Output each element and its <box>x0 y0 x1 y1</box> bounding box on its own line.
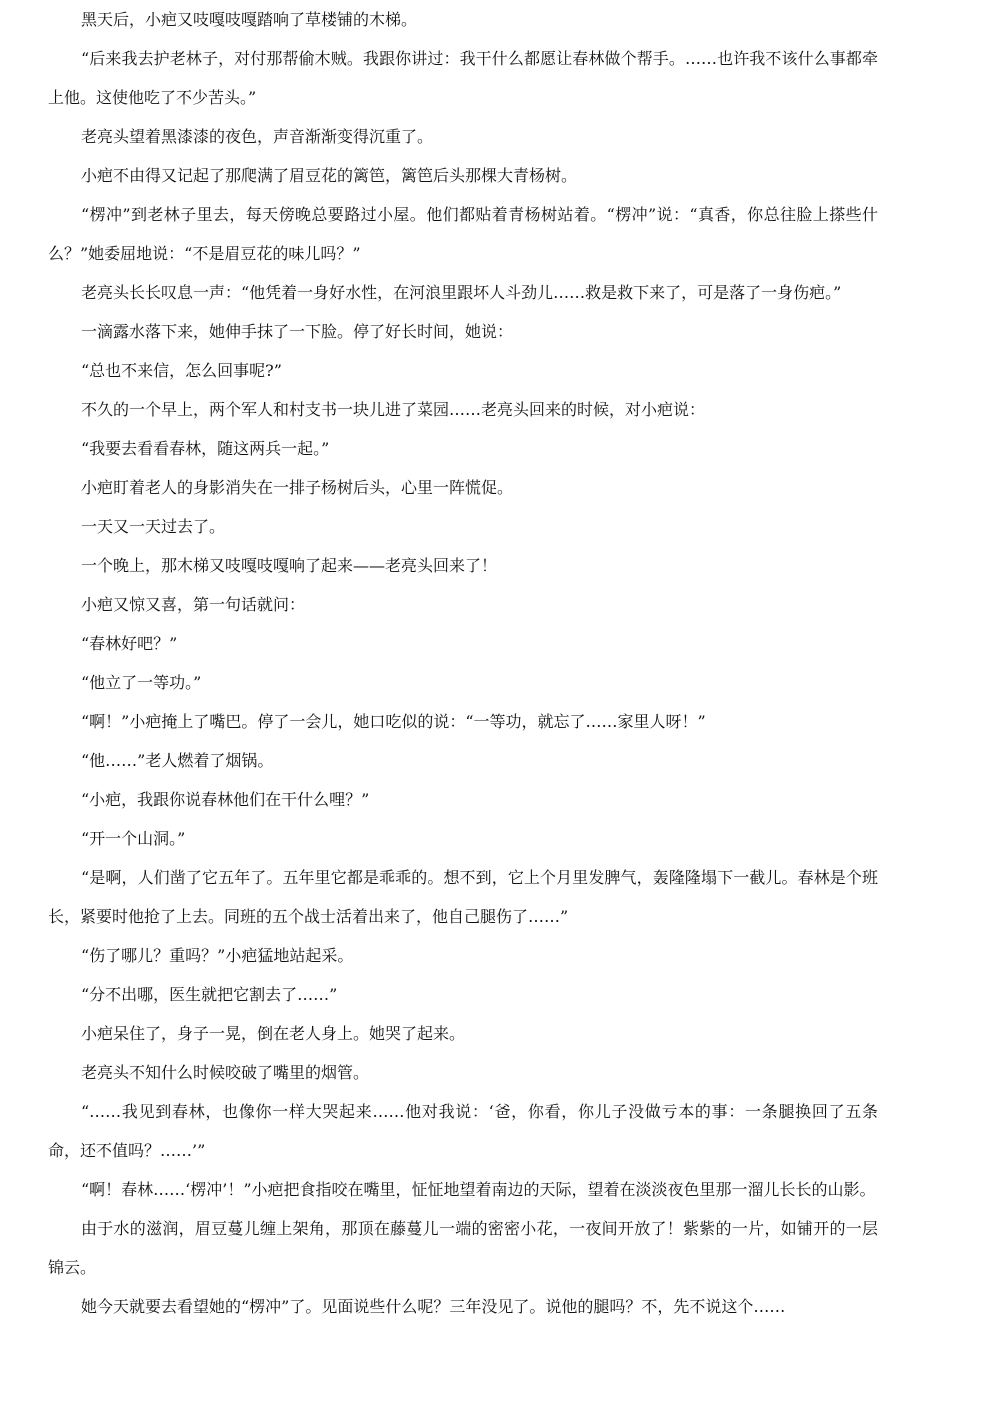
paragraph: 老亮头长长叹息一声：“他凭着一身好水性，在河浪里跟坏人斗劲儿……救是救下来了，可是落了一身伤疤。” <box>81 283 842 302</box>
paragraph: “他立了一等功。” <box>81 673 202 692</box>
paragraph: “是啊，人们凿了它五年了。五年里它都是乖乖的。想不到，它上个月里发脾气，轰隆隆塌下一截儿。春林是个班长，紧要时他抢了上去。同班的五个战士活着出来了，他自己腿伤了……” <box>48 868 878 926</box>
paragraph: “啊！”小疤掩上了嘴巴。停了一会儿，她口吃似的说：“一等功，就忘了……家里人呀！” <box>81 712 706 731</box>
paragraph: “开一个山洞。” <box>81 829 186 848</box>
paragraph: 一个晚上，那木梯又吱嘎吱嘎响了起来——老亮头回来了！ <box>81 556 498 575</box>
paragraph: “小疤，我跟你说春林他们在干什么哩？” <box>81 790 370 809</box>
paragraph: 小疤不由得又记起了那爬满了眉豆花的篱笆，篱笆后头那棵大青杨树。 <box>81 166 578 185</box>
paragraph: 不久的一个早上，两个军人和村支书一块儿进了菜园……老亮头回来的时候，对小疤说： <box>81 400 706 419</box>
paragraph: 小疤呆住了，身子一晃，倒在老人身上。她哭了起来。 <box>81 1024 466 1043</box>
paragraph: 她今天就要去看望她的“楞冲”了。见面说些什么呢？三年没见了。说他的腿吗？不，先不说这个…… <box>81 1297 786 1316</box>
paragraph: “楞冲”到老林子里去，每天傍晚总要路过小屋。他们都贴着青杨树站着。“楞冲”说：“真香，你总往脸上搽些什么？”她委屈地说：“不是眉豆花的味儿吗？” <box>48 205 878 263</box>
paragraph: “……我见到春林，也像你一样大哭起来……他对我说：‘爸，你看，你儿子没做亏本的事：一条腿换回了五条命，还不值吗？……’” <box>48 1102 878 1160</box>
paragraph: 一天又一天过去了。 <box>81 517 226 536</box>
paragraph: “后来我去护老林子，对付那帮偷木贼。我跟你讲过：我干什么都愿让春林做个帮手。……也许我不该什么事都牵上他。这使他吃了不少苦头。” <box>48 49 878 107</box>
paragraph: 黑天后，小疤又吱嘎吱嘎踏响了草楼铺的木梯。 <box>81 10 418 29</box>
paragraph: 由于水的滋润，眉豆蔓儿缠上架角，那顶在藤蔓儿一端的密密小花，一夜间开放了！紫紫的一片，如铺开的一层锦云。 <box>48 1219 878 1277</box>
paragraph: 小疤又惊又喜，第一句话就问： <box>81 595 306 614</box>
paragraph: “春林好吧？” <box>81 634 178 653</box>
paragraph: “伤了哪儿？重吗？”小疤猛地站起采。 <box>81 946 354 965</box>
paragraph: “啊！春林……‘楞冲’！”小疤把食指咬在嘴里，怔怔地望着南边的天际，望着在淡淡夜色里那一溜儿长长的山影。 <box>81 1180 876 1199</box>
paragraph: “分不出哪，医生就把它割去了……” <box>81 985 338 1004</box>
document-page <box>48 0 878 1326</box>
paragraph: 老亮头望着黑漆漆的夜色，声音渐渐变得沉重了。 <box>81 127 434 146</box>
paragraph: “他……”老人燃着了烟锅。 <box>81 751 274 770</box>
paragraph: “我要去看看春林，随这两兵一起。” <box>81 439 330 458</box>
paragraph: 老亮头不知什么时候咬破了嘴里的烟管。 <box>81 1063 370 1082</box>
paragraph: 一滴露水落下来，她伸手抹了一下脸。停了好长时间，她说： <box>81 322 514 341</box>
paragraph: 小疤盯着老人的身影消失在一排子杨树后头，心里一阵慌促。 <box>81 478 514 497</box>
paragraph: “总也不来信，怎么回事呢?” <box>81 361 282 380</box>
